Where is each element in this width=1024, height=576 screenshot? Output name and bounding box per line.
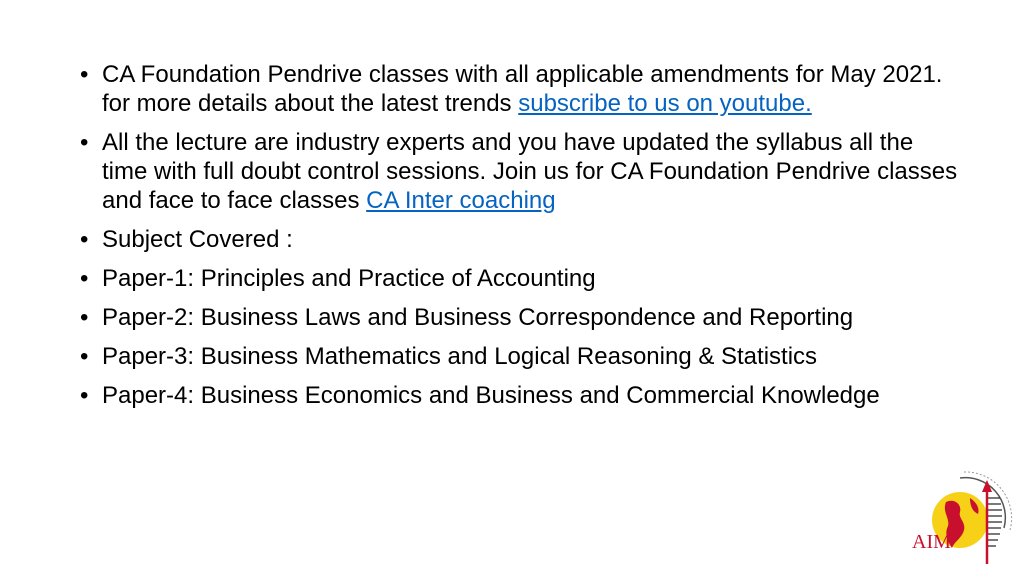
- subscribe-youtube-link[interactable]: subscribe to us on youtube.: [518, 90, 812, 117]
- bullet-item: [78, 381, 958, 410]
- logo-text: AIM: [912, 531, 951, 553]
- bullet-dot: •: [80, 226, 89, 253]
- bullet-item: [78, 342, 958, 371]
- bullet-text: Paper-2: Business Laws and Business Correspondence and Reporting: [102, 304, 854, 331]
- ca-inter-coaching-link[interactable]: CA Inter coaching: [366, 187, 556, 214]
- bullet-text: Paper-1: Principles and Practice of Accounting: [102, 265, 596, 292]
- bullet-dot: •: [80, 382, 89, 409]
- bullet-dot: •: [80, 343, 89, 370]
- bullet-dot: •: [80, 61, 89, 88]
- bullet-item: [78, 128, 958, 215]
- bullet-text: CA Foundation Pendrive classes with all applicable amendments for May 2021. for more details about the latest trends: [102, 61, 943, 117]
- bullet-list: [78, 60, 958, 420]
- bullet-item: [78, 303, 958, 332]
- bullet-item: [78, 60, 958, 118]
- bullet-text: Paper-3: Business Mathematics and Logical Reasoning & Statistics: [102, 343, 818, 370]
- globe-logo-icon: [908, 468, 1014, 568]
- bullet-dot: •: [80, 129, 89, 156]
- bullet-item: [78, 225, 958, 254]
- bullet-text: Paper-4: Business Economics and Business and Commercial Knowledge: [102, 382, 880, 409]
- bullet-item: [78, 264, 958, 293]
- bullet-dot: •: [80, 304, 89, 331]
- bullet-dot: •: [80, 265, 89, 292]
- bullet-text: All the lecture are industry experts and you have updated the syllabus all the time with full doubt control sessions. Join us for CA Foundation Pendrive classes and face to face classes: [102, 129, 958, 214]
- bullet-text: Subject Covered :: [102, 226, 293, 253]
